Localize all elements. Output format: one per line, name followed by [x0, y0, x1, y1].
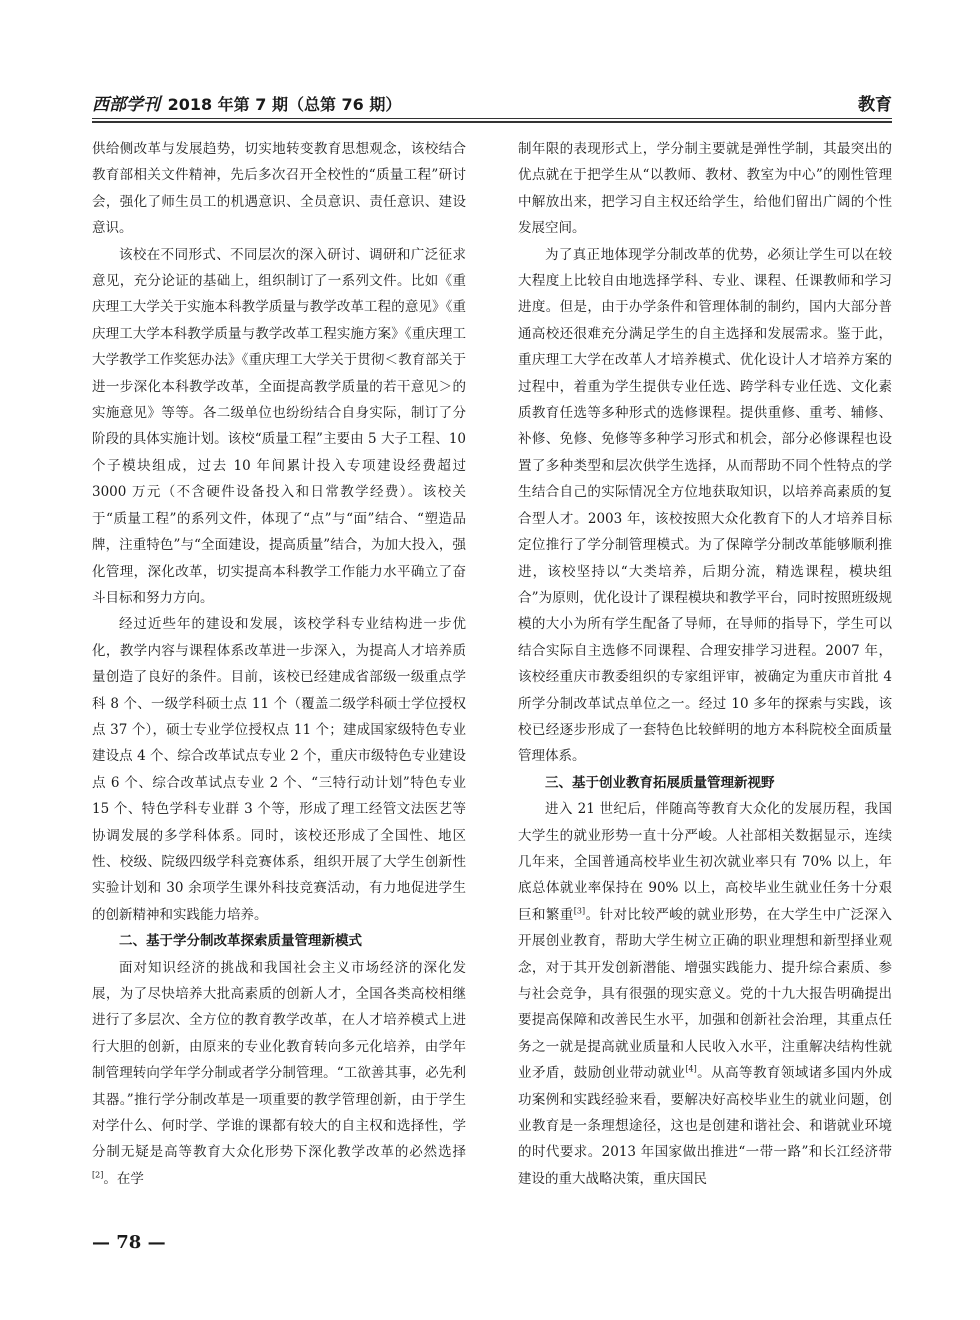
journal-issue: 2018 年第 7 期（总第 76 期） [167, 95, 402, 114]
right-column [518, 136, 892, 1192]
paragraph-text: 。从高等教育领域诸多国内外成功案例和实践经验来看，要解决好高校毕业生的就业问题，创业教育是一条理想途径，这也是创建和谐社会、和谐就业环境的时代要求。2013 年国家做出推进“一带一路”和长江经济带建设的重大战略决策，重庆国民 [518, 1065, 893, 1187]
header-rule-thick [92, 121, 892, 123]
paragraph-text: 面对知识经济的挑战和我国社会主义市场经济的深化发展，为了尽快培养大批高素质的创新人才，全国各类高校相继进行了多层次、全方位的教育教学改革，在人才培养模式上进行大胆的创新，由原来的专业化教育转向多元化培养，由学年制管理转向学年学分制或者学分制管理。“工欲善其事，必先利其器。”推行学分制改革是一项重要的教学管理创新，由于学生对学什么、何时学、学谁的课都有较大的自主权和选择性，学分制无疑是高等教育大众化形势下深化教学改革的必然选择 [92, 959, 466, 1161]
journal-info [92, 90, 401, 115]
journal-logo: 西部学刊 [92, 95, 160, 115]
header-rule-thin [92, 118, 892, 119]
paragraph: 制年限的表现形式上，学分制主要就是弹性学制，其最突出的优点就在于把学生从“以教师、教材、教室为中心”的刚性管理中解放出来，把学习自主权还给学生，给他们留出广阔的个性发展空间。 [518, 141, 892, 237]
citation-ref: [2] [92, 1170, 104, 1180]
citation-ref: [3] [573, 906, 586, 916]
page-header [92, 86, 892, 116]
section-label: 教育 [858, 95, 892, 115]
section-heading: 三、基于创业教育拓展质量管理新视野 [545, 774, 775, 791]
paragraph: 为了真正地体现学分制改革的优势，必须让学生可以在较大程度上比较自由地选择学科、专业、课程、任课教师和学习进度。但是，由于办学条件和管理体制的制约，国内大部分普通高校还很难充分满足学生的自主选择和发展需求。鉴于此，重庆理工大学在改革人才培养模式、优化设计人才培养方案的过程中，着重为学生提供专业任选、跨学科专业任选、文化素质教育任选等多种形式的选修课程。提供重修、重考、辅修、补修、免修、免修等多种学习形式和机会，部分必修课程也设置了多种类型和层次供学生选择，从而帮助不同个性特点的学生结合自己的实际情况全方位地获取知识，以培养高素质的复合型人才。2003 年，该校按照大众化教育下的人才培养目标定位推行了学分制管理模式。为了保障学分制改革能够顺利推进，该校坚持以“大类培养，后期分流，精选课程，模块组合”为原则，优化设计了课程模块和教学平台，同时按照班级规模的大小为所有学生配备了导师，在导师的指导下，学生可以结合实际自主选修不同课程、合理安排学习进程。2007 年，该校经重庆市教委组织的专家组评审，被确定为重庆市首批 4 所学分制改革试点单位之一。经过 10 多年的探索与实践，该校已经逐步形成了一套特色比较鲜明的地方本科院校全面质量管理体系。 [518, 246, 892, 765]
paragraph [518, 796, 892, 1192]
left-column [92, 136, 466, 1192]
paragraph: 供给侧改革与发展趋势，切实地转变教育思想观念，该校结合教育部相关文件精神，先后多次召开全校性的“质量工程”研讨会，强化了师生员工的机遇意识、全员意识、责任意识、建设意识。 [92, 141, 466, 237]
citation-ref: [4] [685, 1064, 697, 1074]
page-number: — 78 — [92, 1232, 166, 1253]
paragraph-text: 进入 21 世纪后，伴随高等教育大众化的发展历程，我国大学生的就业形势一直十分严峻。人社部相关数据显示，连续几年来，全国普通高校毕业生初次就业率只有 70% 以上，年底总体就业率保持在 90% 以上，高校毕业生就业任务十分艰巨和繁重 [518, 801, 892, 923]
section-heading: 二、基于学分制改革探索质量管理新模式 [119, 933, 362, 950]
paragraph: 经过近些年的建设和发展，该校学科专业结构进一步优化，教学内容与课程体系改革进一步深入，为提高人才培养质量创造了良好的条件。目前，该校已经建成省部级一级重点学科 8 个、一级学科硕士点 11 个（覆盖二级学科硕士学位授权点 37 个），硕士专业学位授权点 11 个；建成国家级特色专业建设点 4 个、综合改革试点专业 2 个，重庆市级特色专业建设点 6 个、综合改革试点专业 2 个、“三特行动计划”特色专业 15 个、特色学科专业群 3 个等，形成了理工经管文法医艺等协调发展的多学科体系。同时，该校还形成了全国性、地区性、校级、院级四级学科竞赛体系，组织开展了大学生创新性实验计划和 30 余项学生课外科技竞赛活动，有力地促进学生的创新精神和实践能力培养。 [92, 616, 466, 923]
paragraph-text: 。在学 [103, 1170, 144, 1187]
paragraph: 该校在不同形式、不同层次的深入研讨、调研和广泛征求意见，充分论证的基础上，组织制订了一系列文件。比如《重庆理工大学关于实施本科教学质量与教学改革工程的意见》《重庆理工大学本科教学质量与教学改革工程实施方案》《重庆理工大学教学工作奖惩办法》《重庆理工大学关于贯彻＜教育部关于进一步深化本科教学改革，全面提高教学质量的若干意见＞的实施意见》等等。各二级单位也纷纷结合自身实际，制订了分阶段的具体实施计划。该校“质量工程”主要由 5 大子工程、10 个子模块组成，过去 10 年间累计投入专项建设经费超过 3000 万元（不含硬件设备投入和日常教学经费）。该校关于“质量工程”的系列文件，体现了“点”与“面”结合、“塑造品牌，注重特色”与“全面建设，提高质量”结合，为加大投入，强化管理，深化改革，切实提高本科教学工作能力水平确立了奋斗目标和努力方向。 [92, 246, 466, 606]
paragraph-text: 。针对比较严峻的就业形势，在大学生中广泛深入开展创业教育，帮助大学生树立正确的职业理想和新型择业观念，对于其开发创新潜能、增强实践能力、提升综合素质、参与社会竞争，具有很强的现实意义。党的十九大报告明确提出要提高保障和改善民生水平，加强和创新社会治理，其重点任务之一就是提高就业质量和人民收入水平，注重解决结构性就业矛盾，鼓励创业带动就业 [518, 906, 893, 1082]
paragraph [92, 955, 466, 1193]
